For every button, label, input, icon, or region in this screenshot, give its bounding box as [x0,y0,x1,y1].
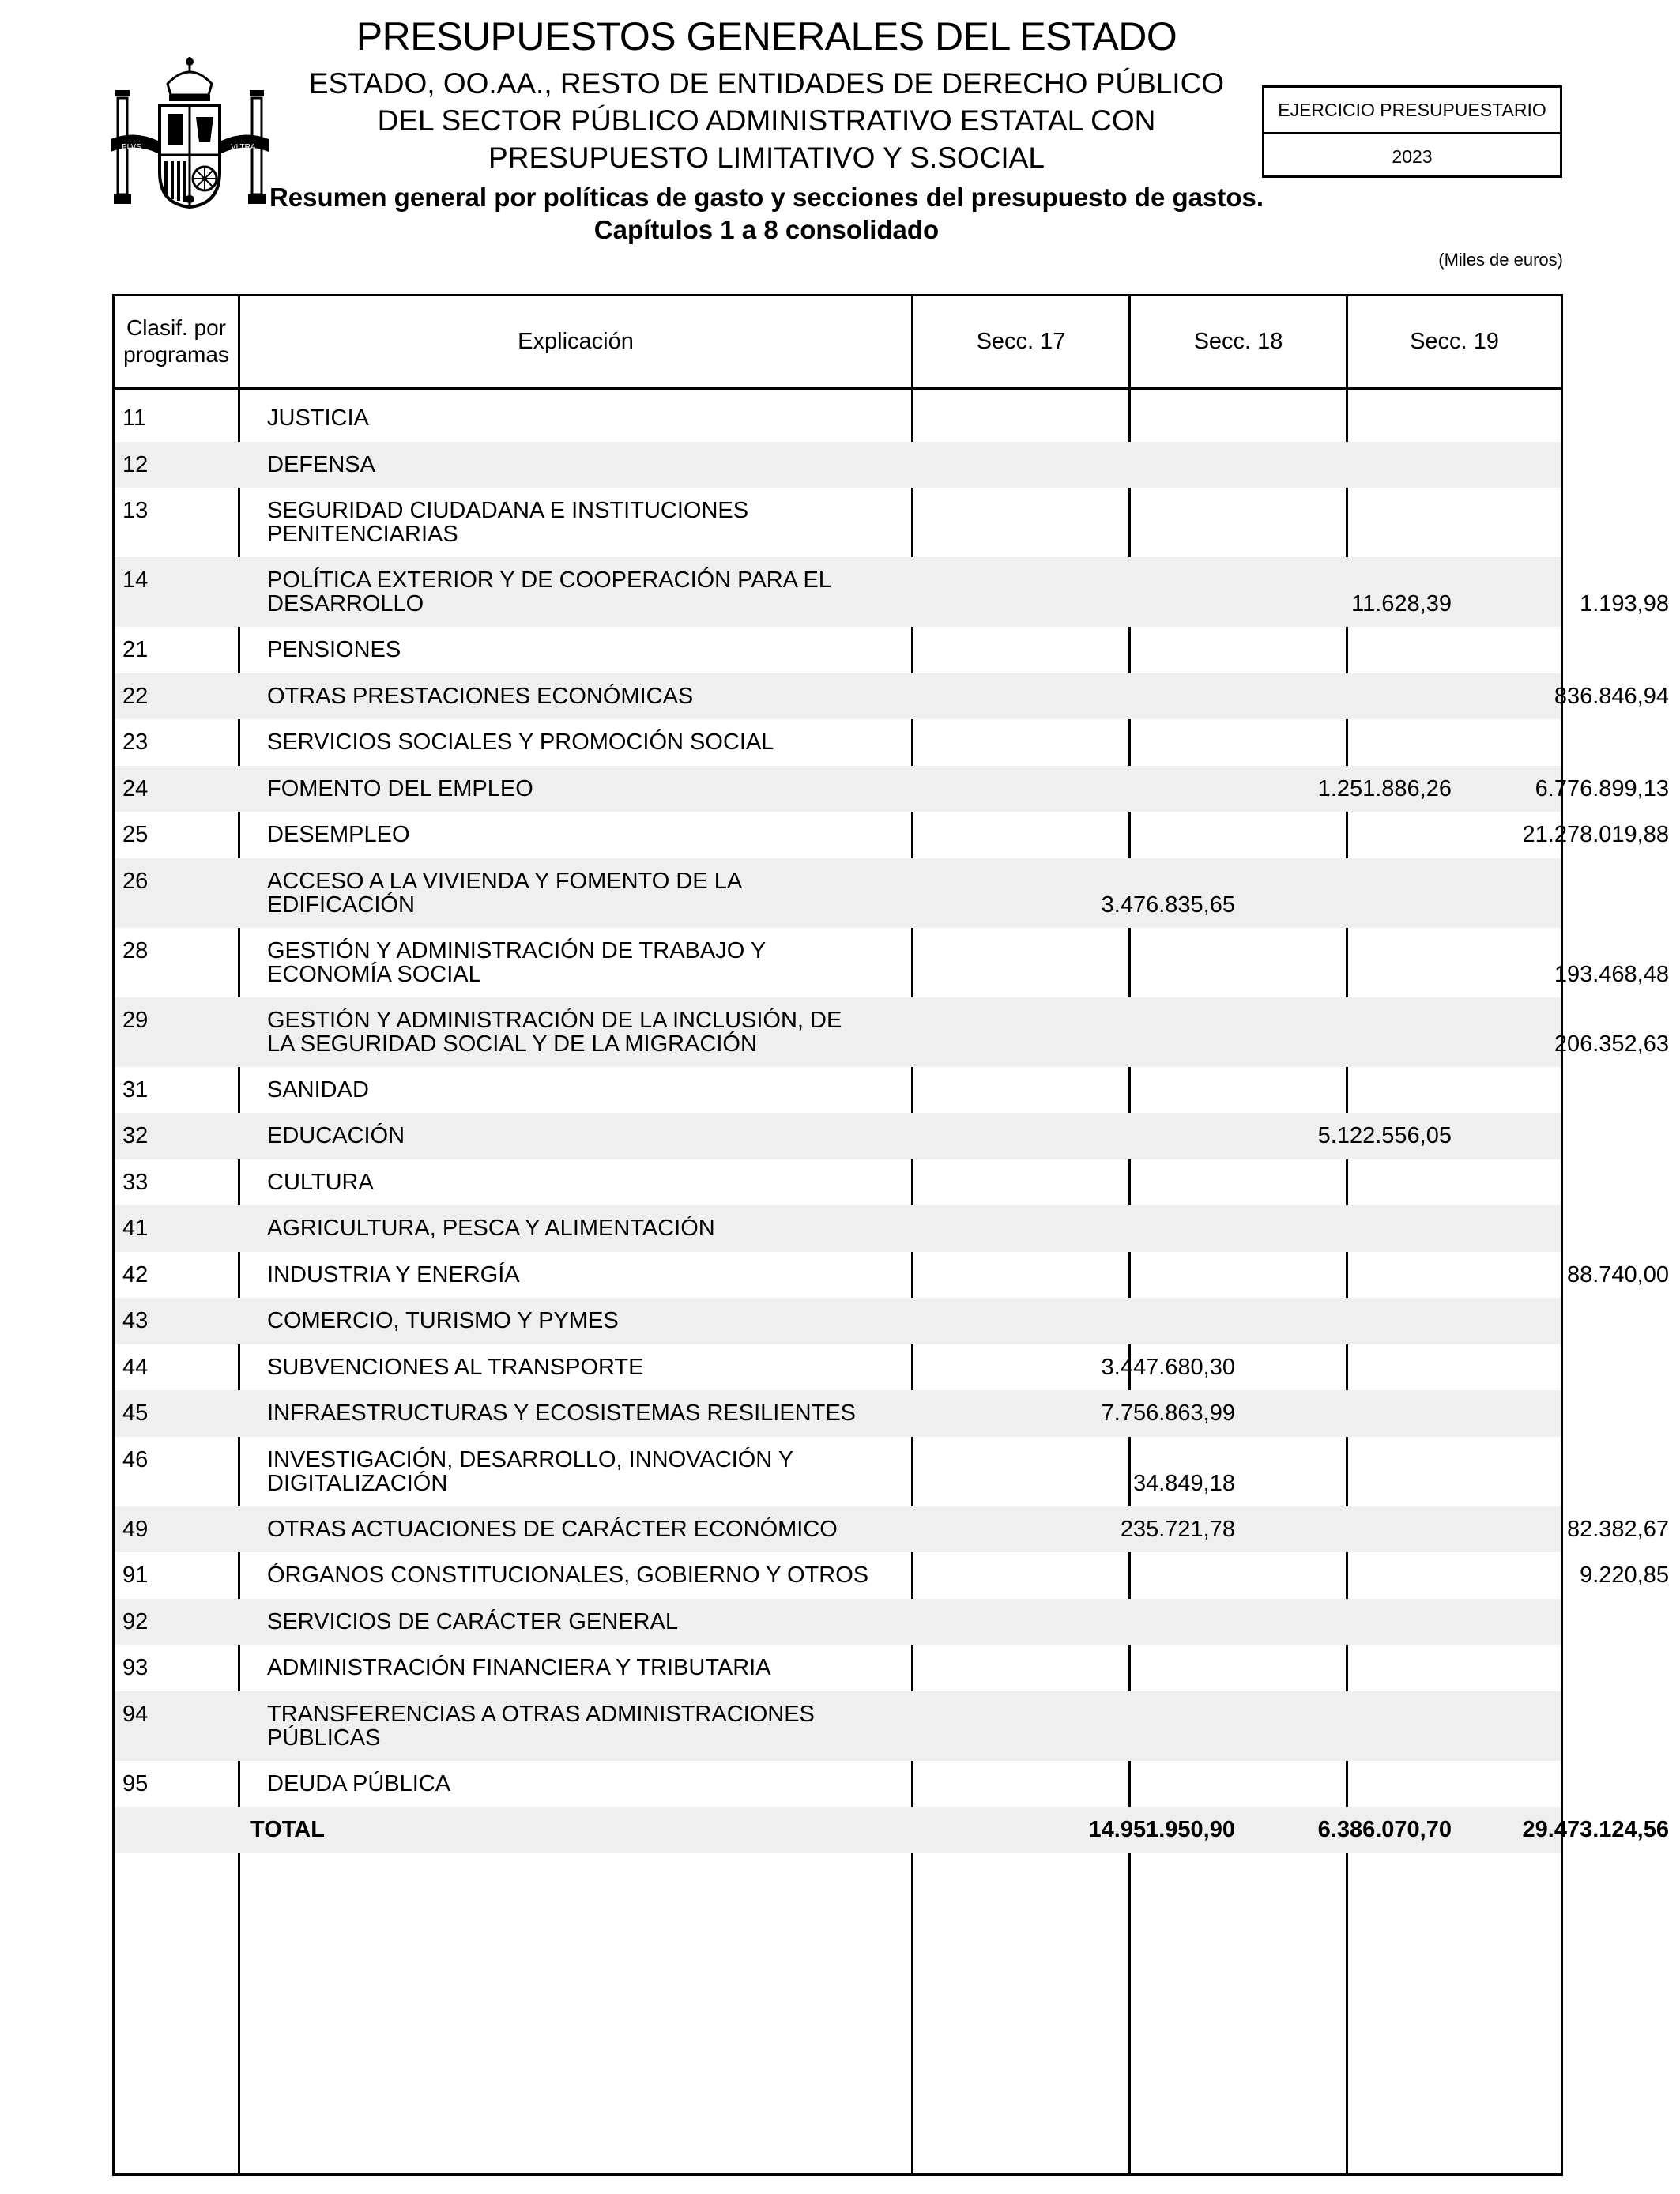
row-code: 32 [122,1123,149,1148]
row-description-line: FOMENTO DEL EMPLEO [267,775,533,801]
row-code: 22 [122,683,149,709]
row-code: 95 [122,1770,149,1796]
row-code: 29 [122,1007,149,1033]
row-description-line: EDIFICACIÓN [267,892,415,918]
subtitle-line-1: ESTADO, OO.AA., RESTO DE ENTIDADES DE DERECHO PÚBLICO [308,67,1225,100]
row-value-s17: 7.756.863,99 [1101,1400,1235,1426]
table-row [115,1691,1561,1761]
row-value-s19: 6.776.899,13 [1535,775,1669,801]
table-row [115,928,1669,997]
row-description [267,939,939,986]
row-description-line: DEFENSA [267,451,375,477]
row-description [267,730,939,754]
emblem-ribbon-left-text: PLVS [122,143,141,152]
row-description-line: TRANSFERENCIAS A OTRAS ADMINISTRACIONES [267,1701,815,1727]
row-code: 23 [122,729,149,755]
row-description [267,1517,939,1541]
row-description-line: AGRICULTURA, PESCA Y ALIMENTACIÓN [267,1216,715,1241]
row-description-line: DESARROLLO [267,591,424,616]
subtitle-line-3: PRESUPUESTO LIMITATIVO Y S.SOCIAL [488,141,1045,174]
table-row [115,997,1669,1067]
row-value-s18: 11.628,39 [1351,591,1452,616]
row-description [267,869,939,917]
table-row [115,673,1669,720]
row-description-line: DIGITALIZACIÓN [267,1470,448,1496]
coat-of-arms-emblem [111,54,269,212]
table-row [115,1552,1669,1599]
row-description [267,1772,939,1796]
row-description-line: ECONOMÍA SOCIAL [267,961,481,987]
table-row [115,1159,1561,1206]
row-description [267,1656,939,1679]
table-row [115,1205,1561,1252]
table-row [115,1437,1561,1506]
row-code: 13 [122,498,149,523]
table-row [115,766,1669,812]
row-value-s19: 88.740,00 [1566,1261,1669,1287]
row-description-line: JUSTICIA [267,405,369,431]
table-row [115,627,1561,673]
row-code: 33 [122,1169,149,1195]
row-description [267,1216,939,1240]
row-code: 21 [122,637,149,662]
row-description-line: OTRAS PRESTACIONES ECONÓMICAS [267,683,694,709]
row-description [267,1610,939,1634]
table-row [115,1506,1669,1553]
row-description-line: PENITENCIARIAS [267,522,458,547]
row-code: 92 [122,1608,149,1634]
row-description [267,1563,939,1587]
row-description-line: SUBVENCIONES AL TRANSPORTE [267,1354,644,1380]
row-value-s19: 836.846,94 [1554,683,1669,709]
row-description-line: PÚBLICAS [267,1725,381,1751]
table-row [115,1390,1561,1437]
row-description-line: SANIDAD [267,1076,369,1103]
row-description [267,1171,939,1194]
total-value-s18: 6.386.070,70 [1317,1817,1452,1842]
table-row [115,1645,1561,1691]
row-description [267,499,939,546]
row-value-s19: 193.468,48 [1554,961,1669,987]
row-description-line: POLÍTICA EXTERIOR Y DE COOPERACIÓN PARA EL [267,567,831,593]
row-code: 46 [122,1446,149,1472]
row-description [267,1702,939,1750]
row-code: 42 [122,1261,149,1287]
row-description [267,1401,939,1425]
table-row [115,1761,1561,1808]
ejercicio-label: EJERCICIO PRESUPUESTARIO [1264,88,1560,134]
row-description-line: PENSIONES [267,637,401,662]
col-header-secc-19: Secc. 19 [1410,329,1499,354]
row-code: 49 [122,1516,149,1542]
row-description-line: INVESTIGACIÓN, DESARROLLO, INNOVACIÓN Y [267,1446,794,1472]
total-label: TOTAL [250,1817,325,1842]
row-description-line: CULTURA [267,1169,374,1195]
row-description-line: EDUCACIÓN [267,1123,405,1148]
emblem-ribbon-right-text: VLTRA [231,143,256,152]
table-row [115,1067,1561,1114]
row-description-line: SERVICIOS DE CARÁCTER GENERAL [267,1608,678,1634]
table-row [115,442,1561,488]
ejercicio-year: 2023 [1392,146,1433,167]
subtitle-line-2: DEL SECTOR PÚBLICO ADMINISTRATIVO ESTATAL CON [377,104,1156,137]
row-code: 44 [122,1354,149,1380]
col-header-code: Clasif. por programas [123,315,229,367]
row-code: 14 [122,567,149,593]
row-code: 41 [122,1216,149,1241]
row-description-line: DESEMPLEO [267,822,410,847]
row-description [267,1355,939,1379]
row-code: 11 [122,405,147,431]
page-title: PRESUPUESTOS GENERALES DEL ESTADO [356,14,1177,58]
table-row [115,812,1669,858]
row-code: 91 [122,1563,149,1588]
table-row [115,1113,1561,1159]
row-description-line: INFRAESTRUCTURAS Y ECOSISTEMAS RESILIENTES [267,1400,857,1426]
table-row [115,1599,1561,1646]
row-code: 43 [122,1308,149,1333]
row-value-s19: 21.278.019,88 [1522,822,1669,847]
summary-line-2: Capítulos 1 a 8 consolidado [593,215,940,244]
row-code: 31 [122,1076,149,1103]
row-description [267,1124,939,1148]
row-description [267,1309,939,1333]
row-description [267,1078,939,1102]
row-description [267,1448,939,1495]
row-value-s18: 1.251.886,26 [1317,775,1452,801]
row-value-s19: 206.352,63 [1554,1031,1669,1057]
row-description-line: COMERCIO, TURISMO Y PYMES [267,1308,619,1333]
row-code: 25 [122,822,149,847]
row-value-s17: 3.476.835,65 [1101,892,1235,918]
row-description [267,638,939,662]
table-row [115,1252,1669,1299]
row-description [267,823,939,846]
units-note: (Miles de euros) [1438,250,1563,270]
row-description-line: INDUSTRIA Y ENERGÍA [267,1261,520,1287]
col-header-secc-17: Secc. 17 [976,329,1066,354]
row-value-s19: 9.220,85 [1580,1563,1669,1588]
table-row [115,858,1561,928]
row-value-s17: 3.447.680,30 [1101,1354,1235,1380]
summary-line-1: Resumen general por políticas de gasto y secciones del presupuesto de gastos. [269,183,1264,212]
row-description-line: SERVICIOS SOCIALES Y PROMOCIÓN SOCIAL [267,729,774,755]
row-description-line: SEGURIDAD CIUDADANA E INSTITUCIONES [267,498,749,523]
table-row [115,557,1669,627]
row-description-line: LA SEGURIDAD SOCIAL Y DE LA MIGRACIÓN [267,1031,757,1057]
header-divider [112,387,1563,390]
row-code: 94 [122,1701,149,1727]
row-description [267,568,939,616]
row-value-s19: 1.193,98 [1580,591,1669,616]
row-code: 26 [122,868,149,894]
row-description [267,777,939,801]
row-code: 12 [122,451,149,477]
row-value-s17: 34.849,18 [1132,1470,1235,1496]
row-code: 93 [122,1655,149,1680]
row-description [267,684,939,708]
total-value-s19: 29.473.124,56 [1522,1817,1669,1842]
row-value-s18: 5.122.556,05 [1317,1123,1452,1148]
row-description-line: GESTIÓN Y ADMINISTRACIÓN DE TRABAJO Y [267,937,767,963]
row-code: 45 [122,1400,149,1426]
row-value-s19: 82.382,67 [1566,1516,1669,1542]
row-code: 24 [122,775,149,801]
total-row [115,1807,1669,1853]
row-description-line: ÓRGANOS CONSTITUCIONALES, GOBIERNO Y OTROS [267,1563,869,1588]
ejercicio-box [1262,85,1562,178]
table-row [115,488,1561,557]
row-description-line: ADMINISTRACIÓN FINANCIERA Y TRIBUTARIA [267,1655,771,1680]
row-description [267,406,939,430]
table-row [115,719,1561,766]
row-code: 28 [122,937,149,963]
row-description-line: DEUDA PÚBLICA [267,1770,451,1796]
row-description [267,453,939,477]
row-description-line: ACCESO A LA VIVIENDA Y FOMENTO DE LA [267,868,743,894]
table-row [115,1344,1561,1391]
table-row [115,395,1561,442]
col-header-secc-18: Secc. 18 [1193,329,1283,354]
row-description [267,1008,939,1056]
col-header-explicacion: Explicación [518,329,634,354]
total-value-s17: 14.951.950,90 [1088,1817,1235,1842]
row-description [267,1263,939,1287]
row-description-line: GESTIÓN Y ADMINISTRACIÓN DE LA INCLUSIÓN, DE [267,1007,842,1033]
table-row [115,1298,1561,1344]
row-description-line: OTRAS ACTUACIONES DE CARÁCTER ECONÓMICO [267,1516,838,1542]
row-value-s17: 235.721,78 [1120,1516,1235,1542]
